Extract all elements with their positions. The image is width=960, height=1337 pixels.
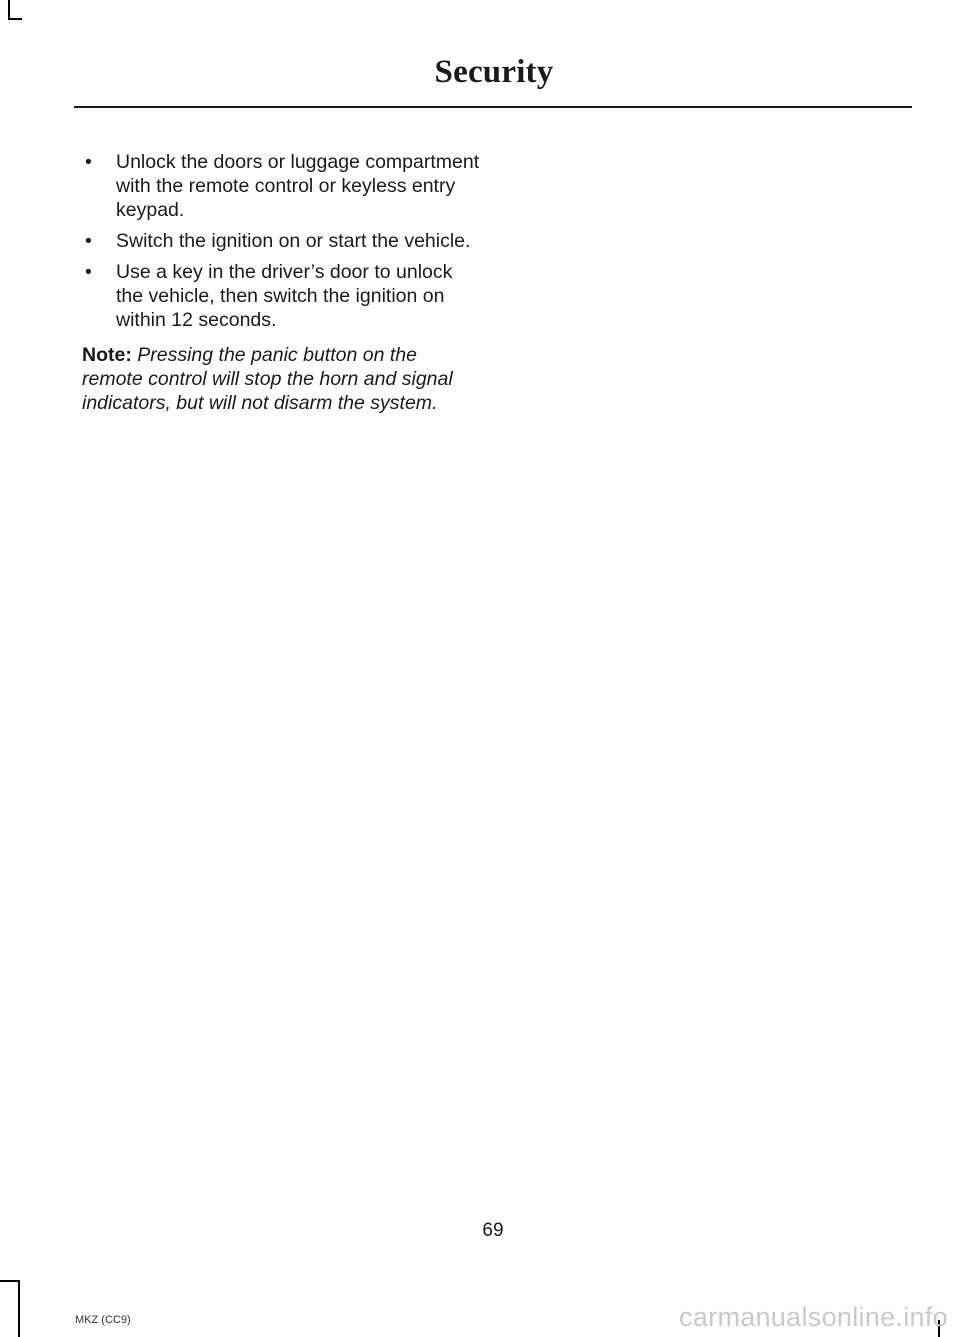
bullet-icon: •	[85, 151, 92, 173]
bullet-icon: •	[85, 261, 92, 283]
bullet-icon: •	[85, 230, 92, 252]
list-item	[82, 150, 482, 222]
list-item	[82, 260, 482, 332]
list-item-text: Use a key in the driver’s door to unlock the vehicle, then switch the ignition on within 12 seconds.	[116, 261, 453, 331]
note-text: Pressing the panic button on the remote control will stop the horn and signal indicators, but will not disarm the system.	[82, 344, 453, 414]
bullet-list	[82, 150, 482, 332]
crop-mark-top-left-vertical	[8, 0, 10, 20]
note-label: Note:	[82, 344, 132, 366]
main-content	[82, 150, 482, 435]
page-number: 69	[482, 1220, 504, 1241]
list-item-text: Unlock the doors or luggage compartment with the remote control or keyless entry keypad.	[116, 151, 480, 221]
crop-mark-bottom-left-horizontal	[0, 1280, 20, 1282]
crop-mark-bottom-left-vertical	[18, 1282, 20, 1337]
header-divider	[74, 106, 912, 108]
model-code: MKZ (CC9)	[75, 1314, 131, 1326]
crop-mark-top-left-horizontal	[8, 18, 22, 20]
page-title: Security	[434, 54, 554, 90]
list-item	[82, 229, 482, 253]
note-paragraph	[82, 343, 482, 415]
list-item-text: Switch the ignition on or start the vehicle.	[116, 230, 471, 252]
watermark: carmanualsonline.info	[679, 1302, 948, 1332]
